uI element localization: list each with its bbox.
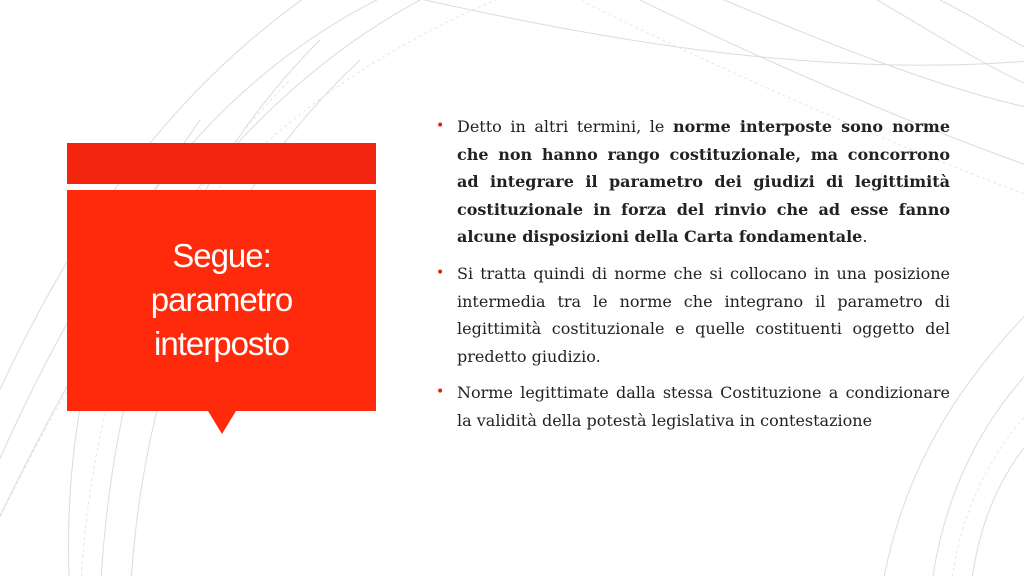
bullet-item-3 [436,379,950,434]
bullet-1-tail: . [862,227,868,247]
title-line-2: parametro [150,280,293,318]
title-panel [67,190,376,411]
bullet-list [436,113,950,444]
title-line-3: interposto [154,324,289,362]
title-pointer-arrow [208,411,236,434]
bullet-1-bold: norme interposte sono norme che non hanno rango costituzionale, ma concorrono ad integrare il parametro dei giudizi di legittimità costituzionale in forza del rinvio che ad esse fanno alcune disposizioni della Carta fondamentale [457,117,951,247]
bullet-dot-icon: • [436,118,445,134]
bullet-item-2 [436,260,950,370]
bullet-1-lead: Detto in altri termini, le [457,117,673,136]
bullet-dot-icon: • [436,384,445,401]
bullet-item-1 [436,113,950,251]
slide-title [92,234,352,366]
bullet-2-text: Si tratta quindi di norme che si collocano in una posizione intermedia tra le norme che integrano il parametro di legittimità costituzionale e quelle costituenti oggetto del predetto giudizio. [457,263,950,366]
title-line-1: Segue: [172,236,271,274]
bullet-3-text: Norme legittimate dalla stessa Costituzione a condizionare la validità della potestà legislativa in contestazione [457,383,950,430]
bullet-dot-icon: • [436,264,445,281]
title-header-bar [67,143,376,184]
